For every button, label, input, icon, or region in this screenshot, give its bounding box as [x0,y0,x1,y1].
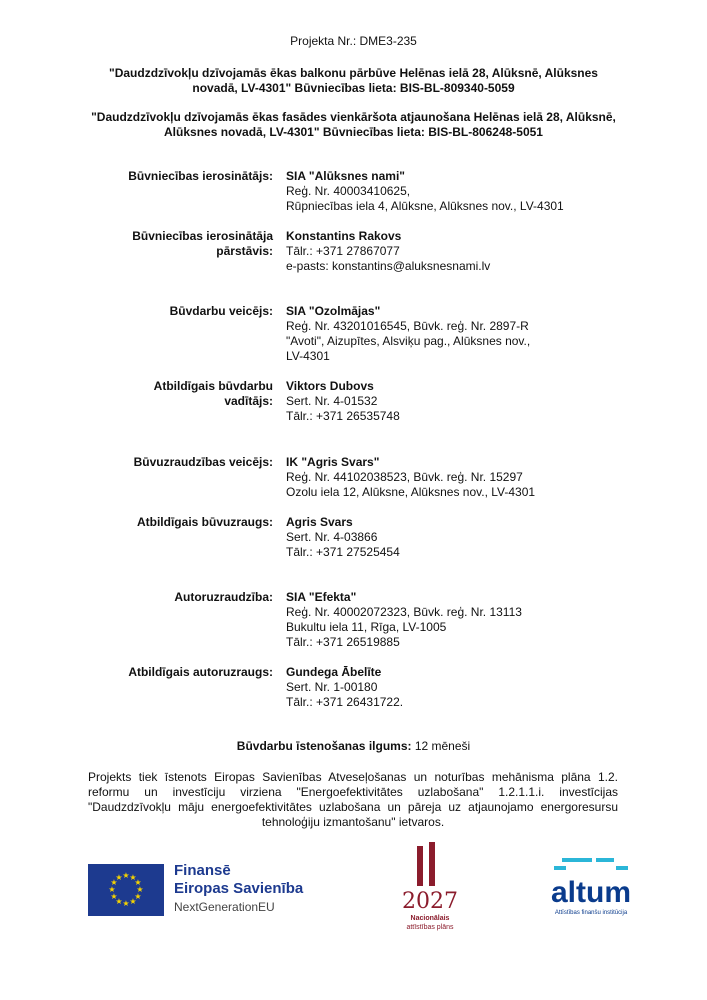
svg-text:★: ★ [110,892,118,901]
nap-bar-icon [429,842,435,886]
nap-line2: attīstības plāns [406,924,454,931]
party-details: IK "Agris Svars" Reģ. Nr. 44102038523, Būvk. reģ. Nr. 15297 Ozolu iela 12, Alūksne, Alūksnes nov., LV-4301 [286,455,536,499]
nap-line1: Nacionālais [410,915,450,922]
party-label: Atbildīgais autoruzraugs: [128,665,273,679]
nap-2027-logo [385,842,475,934]
email-text: e-pasts: konstantins@aluksnesnami.lv [286,259,491,273]
nap-bar-icon [417,846,423,886]
party-label: Atbildīgais būvuzraugs: [136,515,273,529]
svg-text:★: ★ [134,878,142,887]
altum-bars-icon [554,858,628,870]
party-details: Konstantins Rakovs Tālr.: +371 27867077 e-pasts: konstantins@aluksnesnami.lv [286,229,586,274]
project-title-1: "Daudzdzīvokļu dzīvojamās ēkas balkonu pārbūve Helēnas ielā 28, Alūksnē, Alūksnes novadā, LV-4301" Būvniecības lieta: BIS-BL-809340-5059 [109,66,598,95]
eu-funding-logo [88,862,328,922]
svg-text:★: ★ [108,885,116,894]
project-number: Projekta Nr.: DME3-235 [290,34,417,48]
eu-logo-line2: Eiropas Savienība [174,880,304,897]
nap-year: 2027 [402,889,458,914]
eu-logo-line3: NextGenerationEU [174,900,275,914]
party-details: Gundega Ābelīte Sert. Nr. 1-00180 Tālr.: +371 26431722. [286,665,404,709]
svg-text:★: ★ [122,871,130,880]
eu-flag-icon [88,864,164,916]
funding-paragraph: Projekts tiek īstenots Eiropas Savienības Atveseļošanas un noturības mehānisma plāna 1.2. reformu un investīciju virziena "Energoefektivitātes uzlabošana" 1.2.1.1.i. investīcijas "Daudzdzīvokļu māju energoefektivitātes uzlabošana un pāreja uz atjaunojamo energoresursu tehnoloģiju izmantošanu" ietvaros. [88,770,618,829]
altum-name: altum [550,876,632,909]
party-label: Būvdarbu veicējs: [169,304,273,318]
svg-text:★: ★ [129,873,137,882]
party-label: Būvniecības ierosinātājs: [128,169,273,183]
party-details: Agris Svars Sert. Nr. 4-03866 Tālr.: +371 27525454 [286,515,400,559]
party-details: SIA "Alūksnes nami" Reģ. Nr. 40003410625, Rūpniecības iela 4, Alūksne, Alūksnes nov., LV-4301 [286,169,564,213]
party-details: SIA "Ozolmājas" Reģ. Nr. 43201016545, Būvk. reģ. Nr. 2897-R "Avoti", Aizupītes, Alsviķu pag., Alūksnes nov., LV-4301 [286,304,531,363]
party-label: Atbildīgais būvdarbu vadītājs: [153,379,273,408]
altum-subtitle: Attīstības finanšu institūcija [554,910,628,916]
project-title-2: "Daudzdzīvokļu dzīvojamās ēkas fasādes vienkāršota atjaunošana Helēnas ielā 28, Alūksnē, Alūksnes novadā, LV-4301" Būvniecības lieta: BIS-BL-806248-5051 [91,110,616,139]
svg-text:★: ★ [115,897,123,906]
svg-text:★: ★ [115,873,123,882]
svg-text:★: ★ [136,885,144,894]
altum-logo [536,858,646,922]
construction-duration: Būvdarbu īstenošanas ilgums: 12 mēneši [236,739,471,753]
party-details: SIA "Efekta" Reģ. Nr. 40002072323, Būvk. reģ. Nr. 13113 Bukultu iela 11, Rīga, LV-1005 Tālr.: +371 26519885 [286,590,522,649]
party-label: Būvniecības ierosinātāja pārstāvis: [132,229,273,258]
svg-text:★: ★ [122,899,130,908]
eu-logo-line1: Finansē [174,862,231,879]
party-label: Būvuzraudzības veicējs: [133,455,273,469]
party-details: Viktors Dubovs Sert. Nr. 4-01532 Tālr.: +371 26535748 [286,379,400,423]
svg-text:★: ★ [110,878,118,887]
party-label: Autoruzraudzība: [174,590,273,604]
svg-text:★: ★ [129,897,137,906]
svg-text:★: ★ [134,892,142,901]
